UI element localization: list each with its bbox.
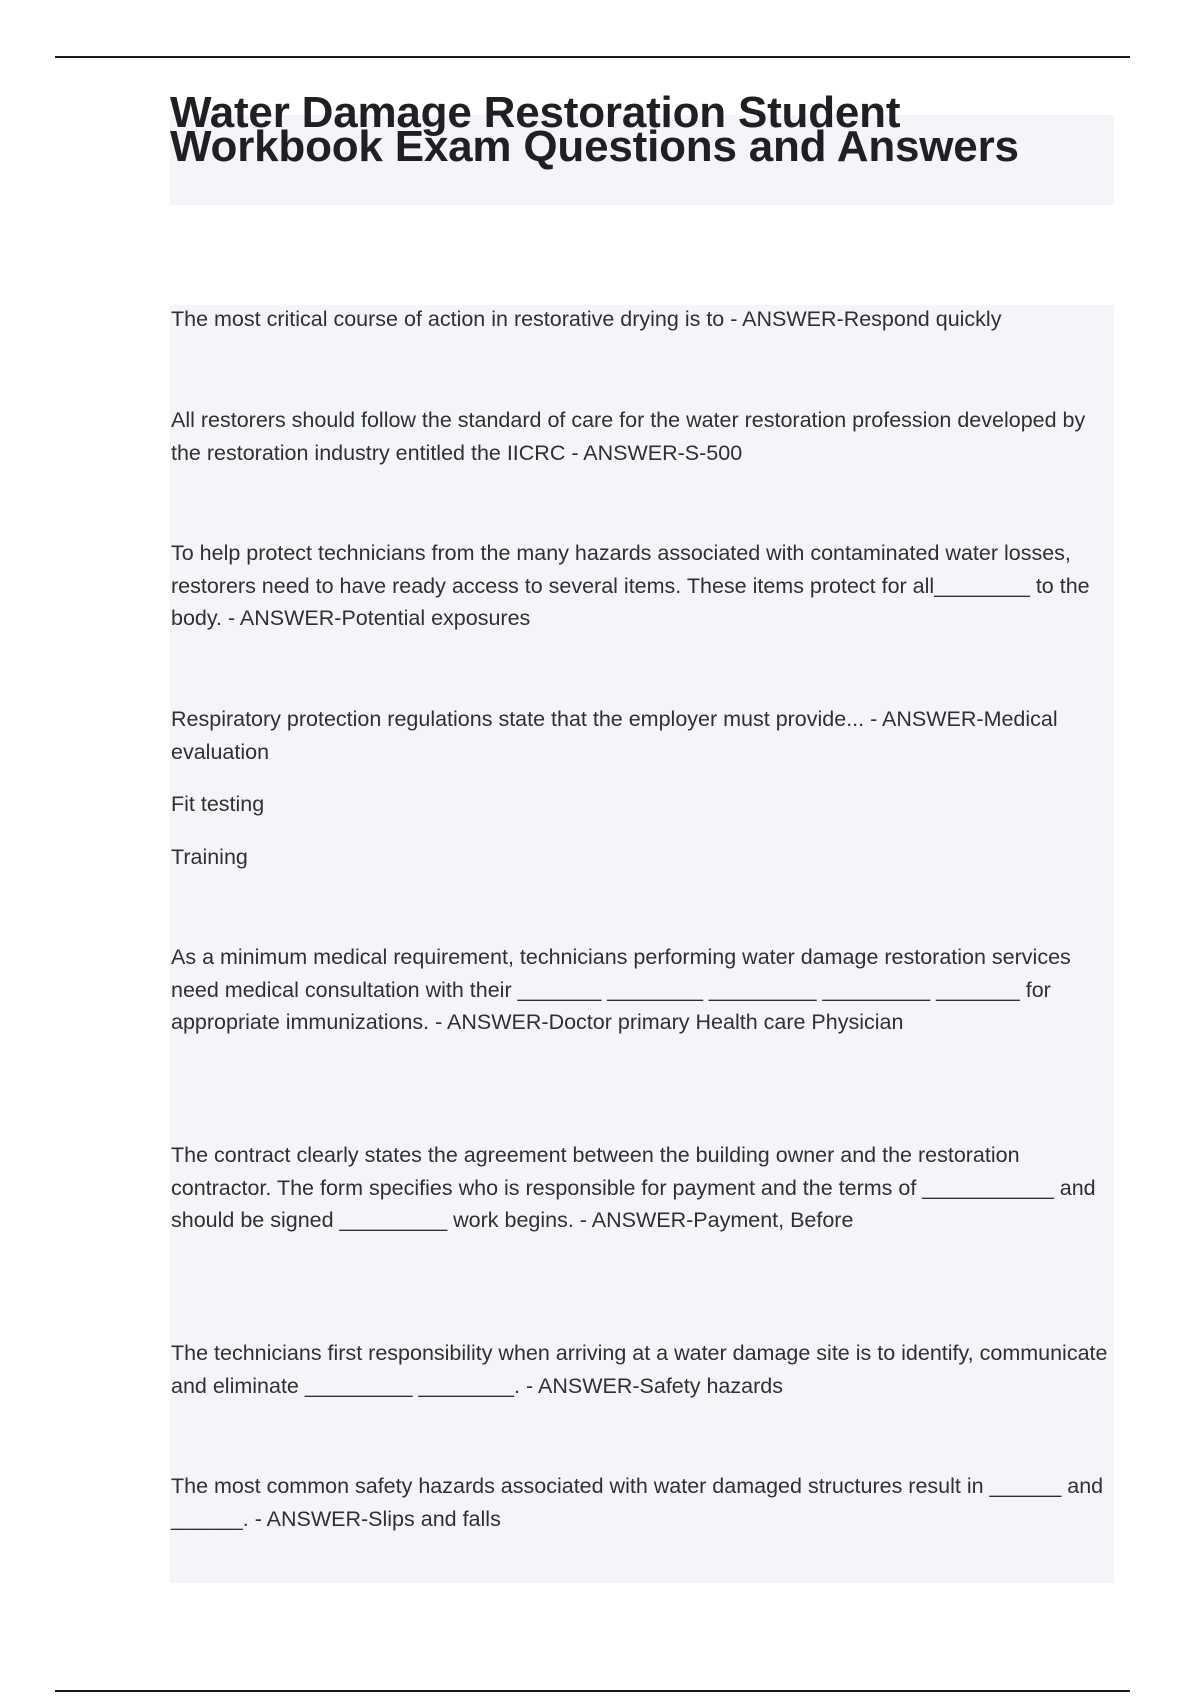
question-text: Respiratory protection regulations state that the employer must provide... - ANSWER-Medical evaluation (171, 707, 1058, 764)
question-text: The technicians first responsibility when arriving at a water damage site is to identify, communicate and eliminate _________ ________. - ANSWER-Safety hazards (171, 1341, 1108, 1398)
question-text: As a minimum medical requirement, technicians performing water damage restoration services need medical consultation with their _______ ________ _________ _________ _______ for appropriate immunizations. - ANSWER-Doctor primary Health care Physician (171, 945, 1071, 1034)
question-answer-6 (171, 1139, 1111, 1237)
answer-line-fit-testing: Fit testing (171, 792, 265, 816)
question-text: To help protect technicians from the many hazards associated with contaminated water losses, restorers need to have ready access to several items. These items protect for all________ to the body. - ANSWER-Potential exposures (171, 541, 1090, 630)
question-answer-5 (171, 941, 1111, 1039)
question-answer-2 (171, 404, 1111, 469)
question-text: The most common safety hazards associated with water damaged structures result in ______ and ______. - ANSWER-Slips and falls (171, 1474, 1104, 1531)
document-title: Water Damage Restoration Student Workbook Exam Questions and Answers (170, 88, 1019, 171)
question-answer-8 (171, 1470, 1111, 1535)
question-answer-3 (171, 537, 1111, 635)
question-answer-1 (171, 303, 1111, 336)
question-text: The most critical course of action in restorative drying is to - ANSWER-Respond quickly (171, 307, 1002, 331)
question-text: All restorers should follow the standard of care for the water restoration profession developed by the restoration industry entitled the IICRC - ANSWER-S-500 (171, 408, 1086, 465)
question-answer-4 (171, 703, 1111, 873)
question-text: The contract clearly states the agreement between the building owner and the restoration contractor. The form specifies who is responsible for payment and the terms of ___________ and should be signed _________ work begins. - ANSWER-Payment, Before (171, 1143, 1096, 1232)
top-rule (55, 56, 1130, 58)
question-answer-7 (171, 1337, 1111, 1402)
bottom-rule (55, 1690, 1130, 1692)
answer-line-training: Training (171, 844, 248, 869)
